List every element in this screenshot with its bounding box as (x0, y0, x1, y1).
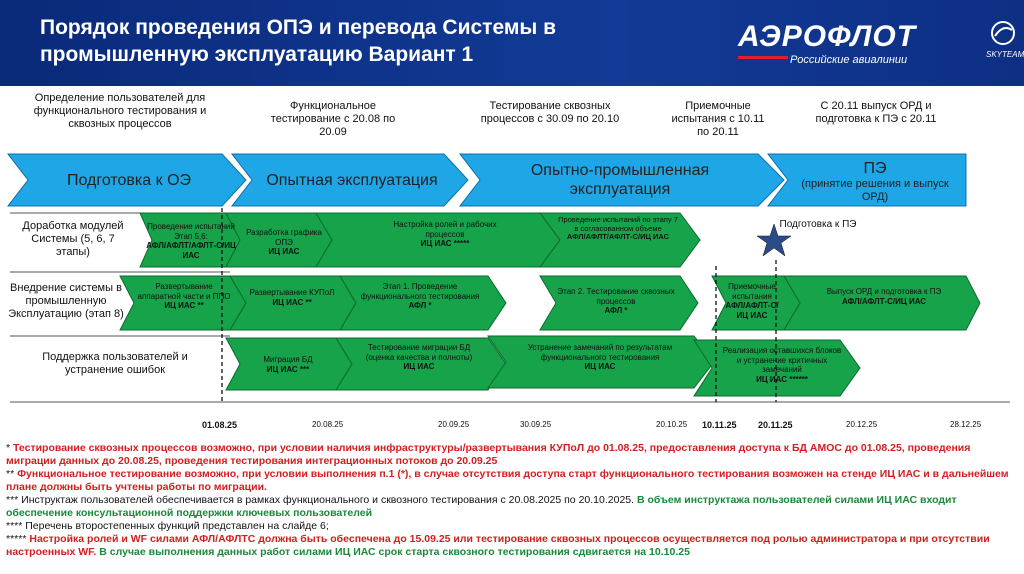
stage-label-1: Подготовка к ОЭ (66, 172, 192, 189)
date-label: 20.11.25 (758, 420, 793, 430)
phase-label-5: С 20.11 выпуск ОРД и подготовка к ПЭ с 20.11 (815, 100, 937, 125)
footnote-3: *** Инструктаж пользователей обеспечивается в рамках функционального и сквозного тестирования с 20.08.2025 по 20.10.2025. В объем инструктажа пользователей силами ИЦ ИАС входит обеспечение консультационной поддержки ключевых пользователей (6, 494, 957, 519)
footnote-1: * Тестирование сквозных процессов возможно, при условии наличия инфраструктуры/развертывания КУПоЛ до 01.08.25, предоставления доступа к БД АМОС до 01.08.25, проведения миграции данных до 20.08.25, проведения тестирования интеграционных потоков до 20.09.25 (6, 442, 971, 467)
date-label: 28.12.25 (950, 420, 982, 429)
row-label-1: Доработка модулей Системы (5, 6, 7 этапы) (22, 220, 124, 258)
box-r1-4-text: Проведение испытаний по этапу 7 в согласованном объеме АФЛ/АФЛТ/АФЛТ-С/ИЦ ИАС (558, 215, 678, 241)
phase-label-1: Определение пользователей для функционального тестирования и сквозных процессов (33, 92, 207, 130)
box-r2-2-text: Развертывание КУПоЛ ИЦ ИАС ** (249, 288, 335, 307)
logo-subtitle: Российские авиалинии (790, 54, 908, 66)
box-r1-2-text: Разработка графика ОПЭ ИЦ ИАС (246, 228, 322, 256)
phase-label-4: Приемочные испытания с 10.11 по 20.11 (671, 100, 765, 138)
milestone-label: Подготовка к ПЭ (779, 219, 857, 230)
stage-label-3: Опытно-промышленная эксплуатация (530, 162, 710, 198)
box-r2-4-text: Этап 2. Тестирование сквозных процессов АФЛ * (557, 287, 675, 315)
skyteam-text: SKYTEAM (986, 50, 1024, 59)
box-r2-5-text: Приемочные испытания АФЛ/АФЛТ-С/ИЦ ИАС (725, 282, 779, 320)
box-r1-1-text: Проведение испытаний Этап 5,6: АФЛ/АФЛТ/АФЛТ-С/ИЦ ИАС (146, 222, 236, 260)
date-label: 20.09.25 (438, 420, 470, 429)
row-label-2: Внедрение системы в промышленную Эксплуатацию (этап 8) (8, 282, 124, 320)
date-label: 20.08.25 (312, 420, 344, 429)
box-r3-3-text: Устранение замечаний по результатам функционального тестирования ИЦ ИАС (527, 343, 673, 371)
footnote-2: ** Функциональное тестирование возможно, при условии выполнения п.1 (*), в случае отсутствия доступа старт функционального тестирования возможен на стенде ИЦ ИАС и в дальнейшем плане должны быть учтены работы по миграции. (6, 468, 1009, 493)
date-label: 01.08.25 (202, 420, 238, 430)
footnote-4: **** Перечень второстепенных функций представлен на слайде 6; (6, 520, 329, 532)
box-r2-1-text: Развертывание аппаратной части и ППО ИЦ ИАС ** (137, 282, 231, 310)
date-label: 20.10.25 (656, 420, 688, 429)
box-r3-1-text: Миграция БД ИЦ ИАС *** (263, 355, 313, 374)
row-label-3: Поддержка пользователей и устранение ошибок (42, 351, 188, 376)
phase-label-2: Функциональное тестирование с 20.08 по 20.09 (270, 100, 396, 138)
box-r2-6-text: Выпуск ОРД и подготовка к ПЭ АФЛ/АФЛТ-С/ИЦ ИАС (826, 287, 942, 306)
stage-label-2: Опытная эксплуатация (266, 172, 438, 189)
date-label: 10.11.25 (702, 420, 737, 430)
stage-label-4 (790, 159, 960, 204)
stage-4-subtitle: (принятие решения и выпуск ОРД) (801, 178, 949, 203)
box-r3-2-text: Тестирование миграции БД (оценка качества и полноты) ИЦ ИАС (365, 343, 473, 371)
date-label: 30.09.25 (520, 420, 552, 429)
slide-title: Порядок проведения ОПЭ и перевода Системы в промышленную эксплуатацию Вариант 1 (40, 16, 557, 66)
box-r1-3-text: Настройка ролей и рабочих процессов ИЦ ИАС ***** (393, 220, 497, 248)
stage-4-title: ПЭ (863, 160, 887, 177)
phase-label-3: Тестирование сквозных процессов с 30.09 по 20.10 (480, 100, 620, 125)
footnotes (6, 442, 1018, 559)
logo-text: АЭРОФЛОТ (738, 20, 917, 53)
date-label: 20.12.25 (846, 420, 878, 429)
box-r3-4-text: Реализация оставшихся блоков и устранение критичных замечаний ИЦ ИАС ****** (722, 346, 842, 384)
box-r2-3-text: Этап 1. Проведение функционального тестирования АФЛ * (360, 282, 480, 310)
footnote-5: ***** Настройка ролей и WF силами АФЛ/АФЛТС должна быть обеспечена до 15.09.25 или тестирование сквозных процессов осуществляется под ролью администратора и при отсутствии настроенных WF. В случае выполнения данных работ силами ИЦ ИАС срок старта сквозного тестирования сдвигается на 10.10.25 (6, 533, 990, 558)
